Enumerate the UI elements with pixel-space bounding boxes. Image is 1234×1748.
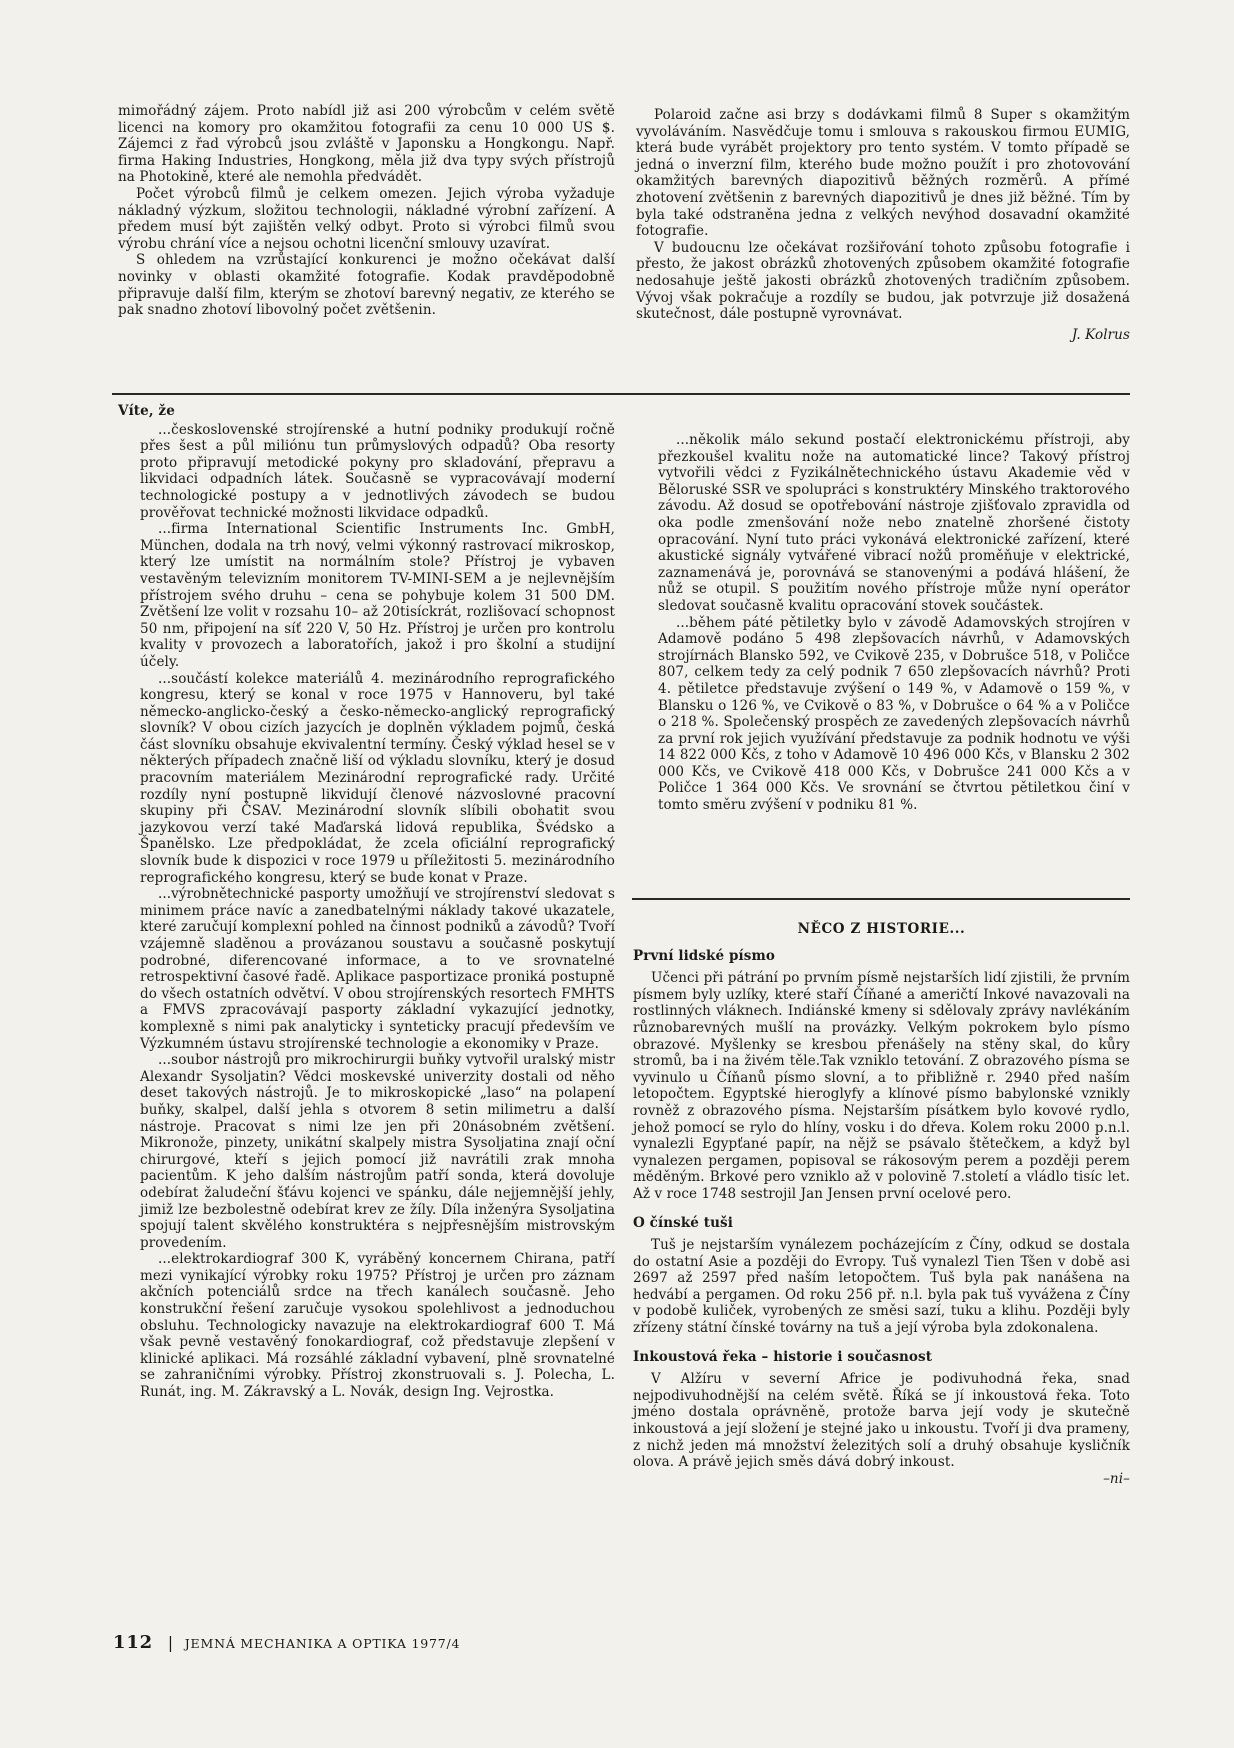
- paragraph: Tuš je nejstarším vynálezem pocházejícím z Číny, odkud se dostala do ostatní Asie a později do Evropy. Tuš vynalezl Tien Tšen v době asi 2697 až 2597 před naším letopočtem. Tuš byla pak nanášena na hedvábí a pergamen. Od roku 256 př. n.l. byla pak tuš vyvážena z Číny v podobě kuliček, vyrobených ze směsi sazí, tuku a klihu. Později byly zřízeny státní čínské továrny na tuš a její výroba byla zdokonalena.: [633, 1237, 1130, 1337]
- vite-ze-left-column: [118, 403, 615, 1401]
- page-number: 112: [113, 1632, 153, 1653]
- footer-separator: |: [167, 1633, 174, 1652]
- paragraph: Učenci při pátrání po prvním písmě nejstarších lidí zjistili, že prvním písmem byly uzlíky, které staří Číňané a američtí Inkové navazovali na rostlinných vláknech. Indiánské kmeny si sdělovaly zprávy navlékáním různobarevných mušlí na provázky. Velkým pokrokem bylo písmo obrazové. Myšlenky se kresbou přenášely na stěny skal, do kůry stromů, ba i na živém těle.Tak vzniklo tetování. Z obrazového písma se vyvinulo u Číňanů písmo slovní, a to přibližně r. 2940 před naším letopočtem. Egyptské hieroglyfy a klínové písmo babylonské vznikly rovněž z obrazového písma. Nejstarším písátkem bylo kovové rydlo, jehož pomocí se rylo do hlíny, vosku i do dřeva. Kolem roku 2000 p.n.l. vynalezli Egypťané papír, na nějž se psávalo štětečkem, a když byl vynalezen pergamen, popisoval se rákosovým perem a později perem měděným. Brkové pero vzniklo až v polovině 7.století a vládlo tisíc let. Až v roce 1748 sestrojil Jan Jensen první ocelové pero.: [633, 970, 1130, 1202]
- subsection-heading: První lidské písmo: [633, 947, 775, 964]
- list-item: ...soubor nástrojů pro mikrochirurgii buňky vytvořil uralský mistr Alexandr Sysoljatin? Vědci moskevské univerzity dostali od něho deset takových nástrojů. Je to mikroskopické „laso“ na polapení buňky, skalpel, další jehla s otvorem 8 setin milimetru a další nástroje. Pracovat s nimi lze jen při 20násobném zvětšení. Mikronože, pinzety, unikátní skalpely mistra Sysoljatina znají oční chirurgové, kteří s jejich pomocí již navrátili zrak mnoha pacientům. K jeho dalším nástrojům patří sonda, která dovoluje odebírat žaludeční šťávu kojenci ve spánku, dále nejjemnější jehly, jimiž lze bezbolestně odebírat krev ze žíly. Díla inženýra Sysoljatina spojují talent skvělého konstruktéra s nejpřesnějším mistrovským provedením.: [140, 1052, 615, 1251]
- history-divider: [632, 898, 1130, 900]
- list-item: ...československé strojírenské a hutní podniky produkují ročně přes šest a půl miliónu tun průmyslových odpadů? Oba resorty proto připravují metodické pokyny pro skladování, přepravu a likvidaci odpadních látek. Současně se vypracovávají moderní technologické postupy a v jednotlivých závodech se budou prověřovat technické možnosti likvidace odpadků.: [140, 421, 615, 521]
- history-title: NĚCO Z HISTORIE...: [797, 921, 966, 937]
- top-left-column: [118, 103, 615, 319]
- section-divider: [112, 393, 1130, 395]
- author-signature: J. Kolrus: [1071, 326, 1130, 343]
- list-item: ...několik málo sekund postačí elektronickému přístroji, aby přezkoušel kvalitu nože na automatické lince? Takový přístroj vytvořili vědci z Fyzikálnětechnického ústavu Akademie věd v Běloruské SSR ve spolupráci s konstruktéry Minského traktorového závodu. Až dosud se opotřebování nástroje zjišťovalo zpravidla od oka podle zmenšování nože nebo znatelně zhoršené čistoty opracování. Nyní tuto práci vykonává elektronické zařízení, které akustické signály vytvářené vibrací nožů proměňuje v elektrické, zaznamenává je, porovnává se stanovenými a podává hlášení, že nůž se otupil. S použitím nového přístroje může nyní operátor sledovat současně kvalitu opracování stovek součástek.: [658, 432, 1130, 614]
- author-signature: –ni–: [1103, 1470, 1130, 1487]
- list-item: ...během páté pětiletky bylo v závodě Adamovských strojíren v Adamově podáno 5 498 zlepšovacích návrhů, v Adamovských strojírnách Blansko 592, ve Cvikově 235, v Dobrušce 518, v Poličce 807, celkem tedy za celý podnik 7 650 zlepšovacích návrhů? Proti 4. pětiletce představuje zvýšení o 149 %, v Adamově o 159 %, v Blansku o 126 %, ve Cvikově o 83 %, v Dobrušce o 64 % a v Poličce o 218 %. Společenský prospěch ze zavedených zlepšovacích návrhů za první rok jejich využívání představuje za podnik hodnotu ve výši 14 822 000 Kčs, z toho v Adamově 10 496 000 Kčs, v Blansku 2 302 000 Kčs, ve Cvikově 418 000 Kčs, v Dobrušce 241 000 Kčs a v Poličce 1 364 000 Kčs. Ve srovnání se čtvrtou pětiletkou činí v tomto směru zvýšení v podniku 81 %.: [658, 614, 1130, 814]
- paragraph: Polaroid začne asi brzy s dodávkami filmů 8 Super s okamžitým vyvoláváním. Nasvědčuje tomu i smlouva s rakouskou firmou EUMIG, která bude vyrábět projektory pro tento systém. V tomto případě se jedná o inverzní film, kterého bude možno použít i pro zhotovování okamžitých barevných diapozitivů běžných rozměrů. A přímé zhotovení zvětšenin z barevných diapozitivů je dnes již běžné. Tím by byla také odstraněna jedna z velkých nevýhod dosavadní okamžité fotografie.: [636, 107, 1130, 240]
- subsection-heading: Inkoustová řeka – historie i současnost: [633, 1348, 933, 1365]
- paragraph: V budoucnu lze očekávat rozšiřování tohoto způsobu fotografie i přesto, že jakost obrázků zhotovených způsobem okamžité fotografie nedosahuje ještě jakosti obrázků zhotovených tradičním způsobem. Vývoj však pokračuje a rozdíly se budou, jak potvrzuje již dosažená skutečnost, dále postupně vyrovnávat.: [636, 239, 1130, 323]
- paragraph: S ohledem na vzrůstající konkurenci je možno očekávat další novinky v oblasti okamžité fotografie. Kodak pravděpodobně připravuje další film, kterým se zhotoví barevný negativ, ze kterého se pak snadno zhotoví libovolný počet zvětšenin.: [118, 252, 615, 319]
- page-footer: [113, 1632, 460, 1653]
- section-heading: Víte, že: [118, 403, 175, 419]
- paragraph: Počet výrobců filmů je celkem omezen. Jejich výroba vyžaduje nákladný výzkum, složitou technologii, nákladné výrobní zařízení. A předem musí být zajištěn velký odbyt. Proto si výrobci filmů svou výrobu chrání více a nejsou ochotni licenční smlouvy uzavírat.: [118, 185, 615, 252]
- paragraph: V Alžíru v severní Africe je podivuhodná řeka, snad nejpodivuhodnější na celém světě. Říká se jí inkoustová řeka. Toto jméno dostala oprávněně, protože barva její vody je skutečně inkoustová a její složení je stejné jako u inkoustu. Tvoří ji dva prameny, z nichž jeden má množství železitých solí a druhý obsahuje kysličník olova. A právě jejich směs dává dobrý inkoust.: [633, 1371, 1130, 1471]
- history-column: [633, 921, 1130, 1487]
- list-item: ...firma International Scientific Instruments Inc. GmbH, München, dodala na trh nový, velmi výkonný rastrovací mikroskop, který lze umístit na normálním stole? Přístroj je vybaven vestavěným televizním monitorem TV-MINI-SEM a je nejlevnějším přístrojem svého druhu – cena se pohybuje kolem 31 500 DM. Zvětšení lze volit v rozsahu 10– až 20tisíckrát, rozlišovací schopnost 50 nm, připojení na síť 220 V, 50 Hz. Přístroj je určen pro kontrolu kvality v provozech a laboratořích, jakož i pro školní a studijní účely.: [140, 521, 615, 670]
- subsection-heading: O čínské tuši: [633, 1214, 733, 1231]
- list-item: ...elektrokardiograf 300 K, vyráběný koncernem Chirana, patří mezi vynikající výrobky roku 1975? Přístroj je určen pro záznam akčních potenciálů srdce na třech kanálech současně. Jeho konstrukční řešení zaručuje vysokou spolehlivost a jednoduchou obsluhu. Technologicky navazuje na elektrokardiograf 600 T. Má však pevně vestavěný fonokardiograf, což představuje zlepšení v klinické aplikaci. Má rozsáhlé základní vybavení, plně srovnatelné se zahraničními výrobky. Přístroj zkonstruovali s. J. Polecha, L. Runát, ing. M. Zákravský a L. Novák, design Ing. Vejrostka.: [140, 1251, 615, 1401]
- top-right-column: [636, 107, 1130, 343]
- vite-ze-right-column: [636, 432, 1130, 814]
- list-item: ...výrobnětechnické pasporty umožňují ve strojírenství sledovat s minimem práce navíc a zanedbatelnými náklady takové ukazatele, které zaručují komplexní pohled na činnost podniků a závodů? Tvoří vzájemně sladěnou a provázanou soustavu a současně poskytují podrobné, diferencované informace, a to ve srovnatelné retrospektivní časové řadě. Aplikace pasportizace proniká postupně do všech ostatních odvětví. V obou strojírenských resortech FMHTS a FMVS zpracovávají pasporty základní vykazující jednotky, komplexně s nimi pak analyticky i synteticky pracují především ve Výzkumném ústavu strojírenské technologie a ekonomiky v Praze.: [140, 886, 615, 1052]
- paragraph: mimořádný zájem. Proto nabídl již asi 200 výrobcům v celém světě licenci na komory pro okamžitou fotografii za cenu 10 000 US $. Zájemci z řad výrobců jsou zvláště v Japonsku a Hongkongu. Např. firma Haking Industries, Hongkong, měla již dva typy svých přístrojů na Photokině, které ale nemohla předvádět.: [118, 103, 615, 186]
- list-item: ...součástí kolekce materiálů 4. mezinárodního reprografického kongresu, který se konal v roce 1975 v Hannoveru, byl také německo-anglicko-český a česko-německo-anglický reprografický slovník? V obou cizích jazycích je doplněn výkladem pojmů, česká část slovníku obsahuje ekvivalentní termíny. Český výklad hesel se v některých případech značně liší od výkladu slovníku, který je dosud pracovním materiálem Mezinárodní reprografické rady. Určité rozdíly nyní postupně likvidují členové názvoslovné pracovní skupiny při ČSAV. Mezinárodní slovník slíbili obohatit svou jazykovou verzí také Maďarská lidová republika, Švédsko a Španělsko. Lze předpokládat, že zcela oficiální reprografický slovník bude k dispozici v roce 1979 u příležitosti 5. mezinárodního reprografického kongresu, který se bude konat v Praze.: [140, 670, 615, 886]
- journal-title: JEMNÁ MECHANIKA A OPTIKA 1977/4: [184, 1636, 461, 1651]
